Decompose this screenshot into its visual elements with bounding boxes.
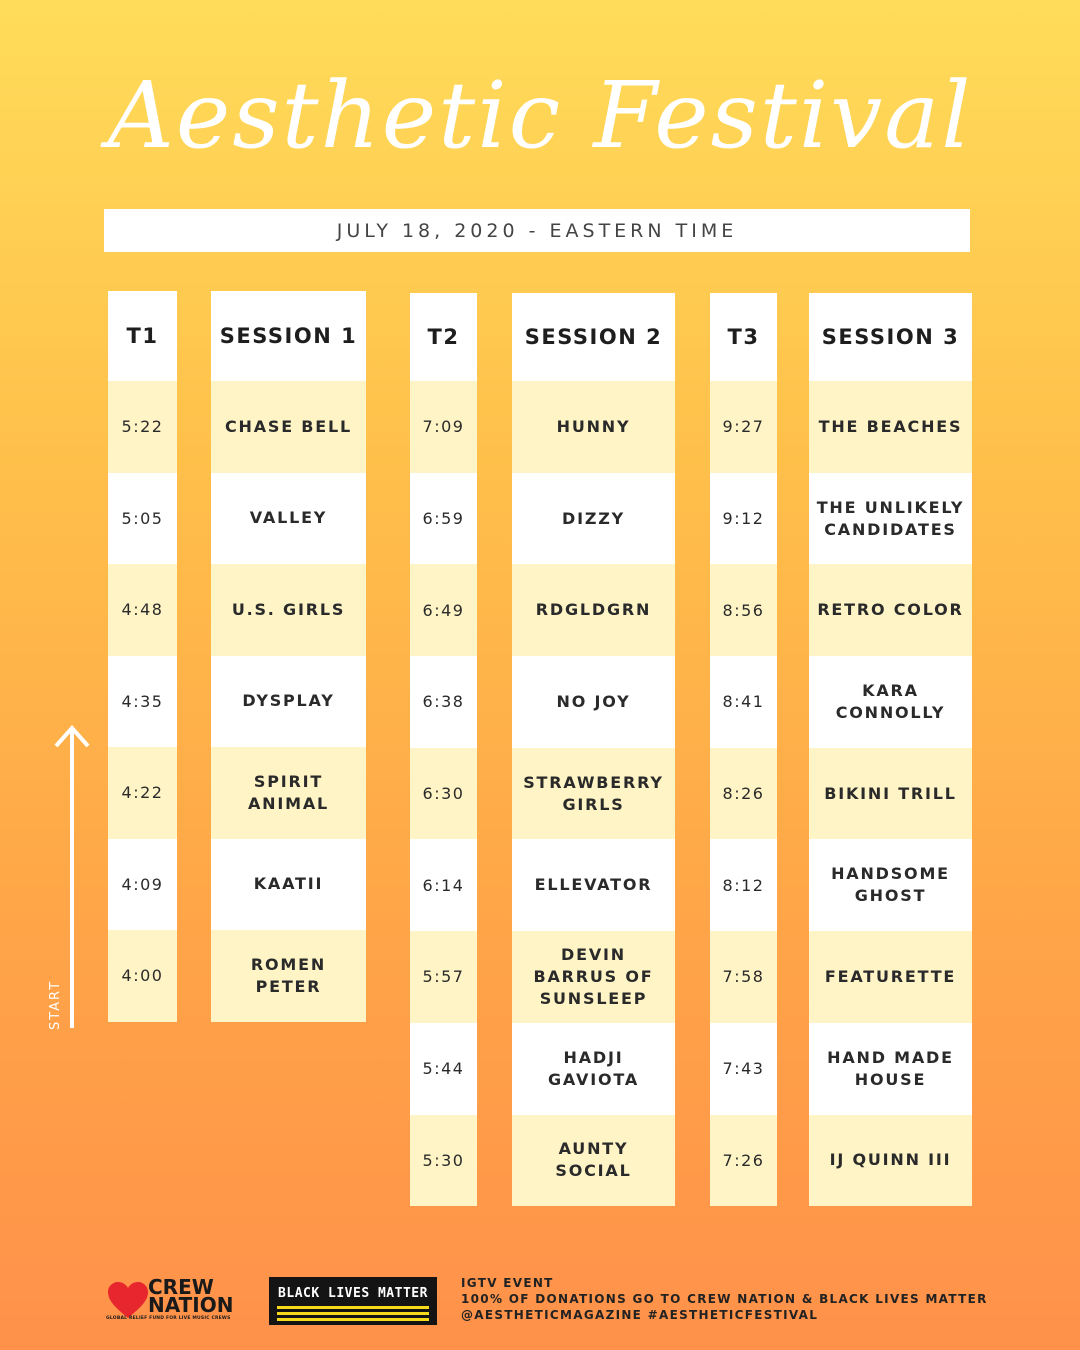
set-time: 5:44 <box>410 1023 477 1115</box>
crew-name-line1: CREW <box>148 1275 214 1299</box>
set-time: 4:35 <box>108 656 177 748</box>
set-time: 7:43 <box>710 1023 777 1115</box>
column-t3 <box>710 293 777 1206</box>
artist-name: RDGLDGRN <box>512 564 675 656</box>
artist-name: NO JOY <box>512 656 675 748</box>
crew-nation-tagline: GLOBAL RELIEF FUND FOR LIVE MUSIC CREWS <box>106 1316 231 1321</box>
set-time: 9:27 <box>710 381 777 473</box>
footer-line-2: 100% OF DONATIONS GO TO CREW NATION & BLACK LIVES MATTER <box>461 1292 988 1306</box>
blm-stripes <box>277 1306 429 1324</box>
date-line: JULY 18, 2020 - EASTERN TIME <box>336 219 738 242</box>
set-time: 7:09 <box>410 381 477 473</box>
artist-name: DEVIN BARRUS OF SUNSLEEP <box>512 931 675 1023</box>
set-time: 6:14 <box>410 839 477 931</box>
column-session1 <box>211 291 366 1022</box>
artist-name: DIZZY <box>512 473 675 565</box>
footer-line-1: IGTV EVENT <box>461 1276 554 1290</box>
set-time: 8:26 <box>710 748 777 840</box>
footer-text <box>461 1275 988 1323</box>
column-header-t1: T1 <box>108 291 177 381</box>
artist-name: RETRO COLOR <box>809 564 972 656</box>
footer-line-3: @AESTHETICMAGAZINE #AESTHETICFESTIVAL <box>461 1308 819 1322</box>
artist-name: DYSPLAY <box>211 656 366 748</box>
artist-name: KAATII <box>211 839 366 931</box>
set-time: 9:12 <box>710 473 777 565</box>
artist-name: STRAWBERRY GIRLS <box>512 748 675 840</box>
artist-name: ELLEVATOR <box>512 839 675 931</box>
set-time: 6:59 <box>410 473 477 565</box>
set-time: 6:49 <box>410 564 477 656</box>
column-header-session2: SESSION 2 <box>512 293 675 381</box>
artist-name: FEATURETTE <box>809 931 972 1023</box>
set-time: 4:48 <box>108 564 177 656</box>
set-time: 4:00 <box>108 930 177 1022</box>
column-session2 <box>512 293 675 1206</box>
artist-name: HAND MADE HOUSE <box>809 1023 972 1115</box>
set-time: 5:57 <box>410 931 477 1023</box>
artist-name: THE UNLIKELY CANDIDATES <box>809 473 972 565</box>
set-time: 7:26 <box>710 1115 777 1207</box>
set-time: 4:22 <box>108 747 177 839</box>
artist-name: VALLEY <box>211 473 366 565</box>
artist-name: HUNNY <box>512 381 675 473</box>
artist-name: U.S. GIRLS <box>211 564 366 656</box>
set-time: 5:05 <box>108 473 177 565</box>
set-time: 6:38 <box>410 656 477 748</box>
set-time: 8:41 <box>710 656 777 748</box>
heart-icon <box>106 1280 150 1320</box>
artist-name: IJ QUINN III <box>809 1115 972 1207</box>
set-time: 5:22 <box>108 381 177 473</box>
artist-name: KARA CONNOLLY <box>809 656 972 748</box>
artist-name: SPIRIT ANIMAL <box>211 747 366 839</box>
artist-name: AUNTY SOCIAL <box>512 1115 675 1207</box>
artist-name: HADJI GAVIOTA <box>512 1023 675 1115</box>
festival-title: Aesthetic Festival <box>107 62 973 169</box>
column-header-t3: T3 <box>710 293 777 381</box>
artist-name: CHASE BELL <box>211 381 366 473</box>
crew-name-line2: NATION <box>148 1293 234 1317</box>
artist-name: ROMEN PETER <box>211 930 366 1022</box>
set-time: 7:58 <box>710 931 777 1023</box>
date-bar <box>104 209 970 252</box>
column-header-session1: SESSION 1 <box>211 291 366 381</box>
column-header-session3: SESSION 3 <box>809 293 972 381</box>
black-lives-matter-logo <box>269 1277 437 1325</box>
column-session3 <box>809 293 972 1206</box>
set-time: 8:12 <box>710 839 777 931</box>
blm-text: BLACK LIVES MATTER <box>278 1286 428 1301</box>
set-time: 5:30 <box>410 1115 477 1207</box>
set-time: 6:30 <box>410 748 477 840</box>
crew-nation-logo <box>106 1275 246 1324</box>
column-t2 <box>410 293 477 1206</box>
column-header-t2: T2 <box>410 293 477 381</box>
crew-nation-name <box>148 1275 234 1317</box>
artist-name: HANDSOME GHOST <box>809 839 972 931</box>
artist-name: THE BEACHES <box>809 381 972 473</box>
start-label: START <box>47 979 63 1031</box>
set-time: 4:09 <box>108 839 177 931</box>
column-t1 <box>108 291 177 1022</box>
set-time: 8:56 <box>710 564 777 656</box>
artist-name: BIKINI TRILL <box>809 748 972 840</box>
